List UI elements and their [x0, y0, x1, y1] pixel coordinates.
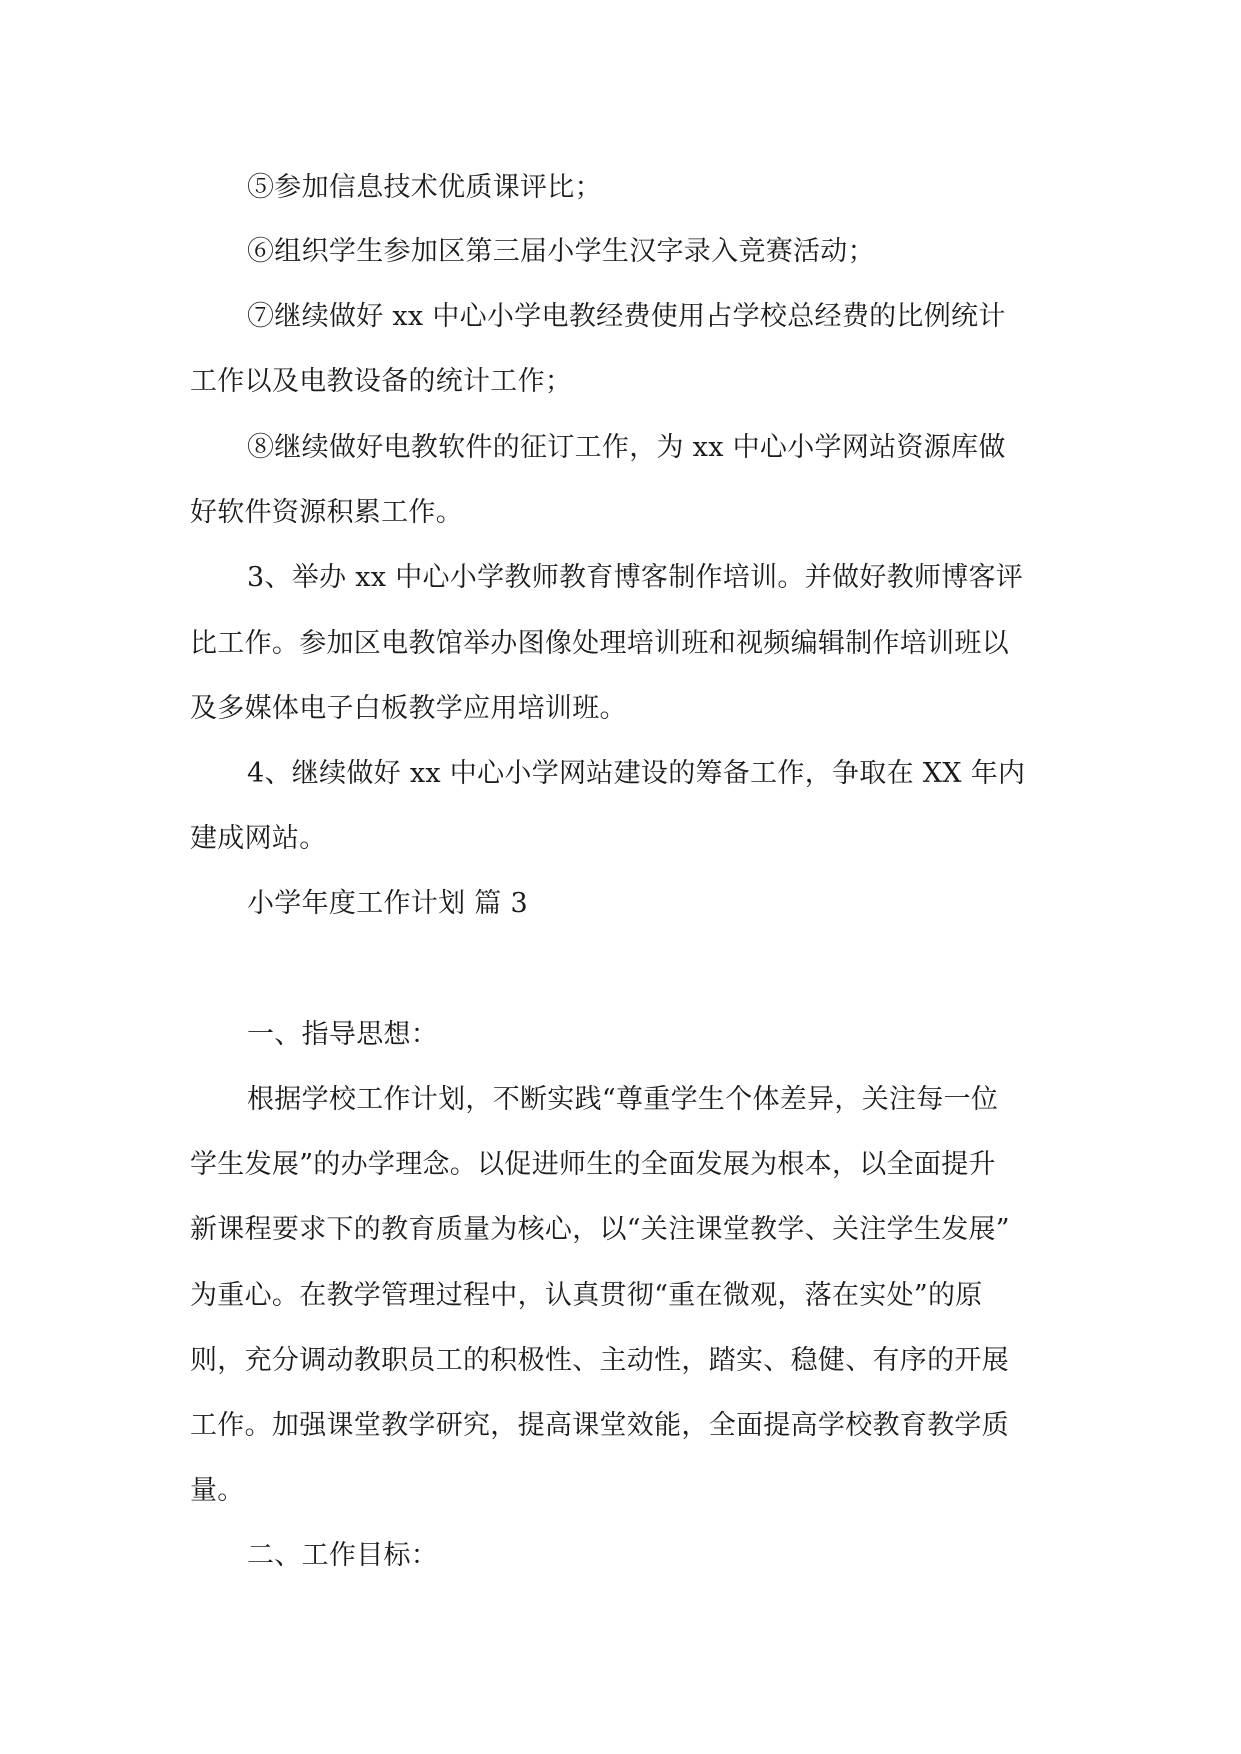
list-item: 3、举办 xx 中心小学教师教育博客制作培训。并做好教师博客评	[247, 562, 1024, 593]
paragraph-line: 量。	[190, 1475, 245, 1506]
paragraph-line: 及多媒体电子白板教学应用培训班。	[190, 693, 627, 724]
section-heading: 二、工作目标：	[247, 1540, 439, 1571]
paragraph-line: 工作以及电教设备的统计工作；	[190, 366, 573, 397]
paragraph-line: 好软件资源积累工作。	[190, 497, 463, 528]
paragraph-line: 比工作。参加区电教馆举办图像处理培训班和视频编辑制作培训班以	[190, 628, 1009, 659]
paragraph-line: 根据学校工作计划，不断实践“尊重学生个体差异，关注每一位	[247, 1084, 999, 1115]
paragraph-line: 建成网站。	[190, 823, 327, 854]
section-heading: 一、指导思想：	[247, 1019, 439, 1050]
list-item: ⑤参加信息技术优质课评比；	[247, 172, 602, 203]
section-title: 小学年度工作计划 篇 3	[247, 888, 528, 919]
list-item: 4、继续做好 xx 中心小学网站建设的筹备工作，争取在 XX 年内	[247, 758, 1026, 789]
list-item: ⑦继续做好 xx 中心小学电教经费使用占学校总经费的比例统计	[247, 301, 1006, 332]
paragraph-line: 则，充分调动教职员工的积极性、主动性，踏实、稳健、有序的开展	[190, 1345, 1009, 1376]
list-item: ⑧继续做好电教软件的征订工作，为 xx 中心小学网站资源库做	[247, 432, 1006, 463]
paragraph-line: 学生发展”的办学理念。以促进师生的全面发展为根本，以全面提升	[190, 1149, 996, 1180]
paragraph-line: 工作。加强课堂教学研究，提高课堂效能，全面提高学校教育教学质	[190, 1410, 1009, 1441]
paragraph-line: 为重心。在教学管理过程中，认真贯彻“重在微观，落在实处”的原	[190, 1280, 983, 1311]
list-item: ⑥组织学生参加区第三届小学生汉字录入竞赛活动；	[247, 236, 875, 267]
paragraph-line: 新课程要求下的教育质量为核心，以“关注课堂教学、关注学生发展”	[190, 1214, 1010, 1245]
